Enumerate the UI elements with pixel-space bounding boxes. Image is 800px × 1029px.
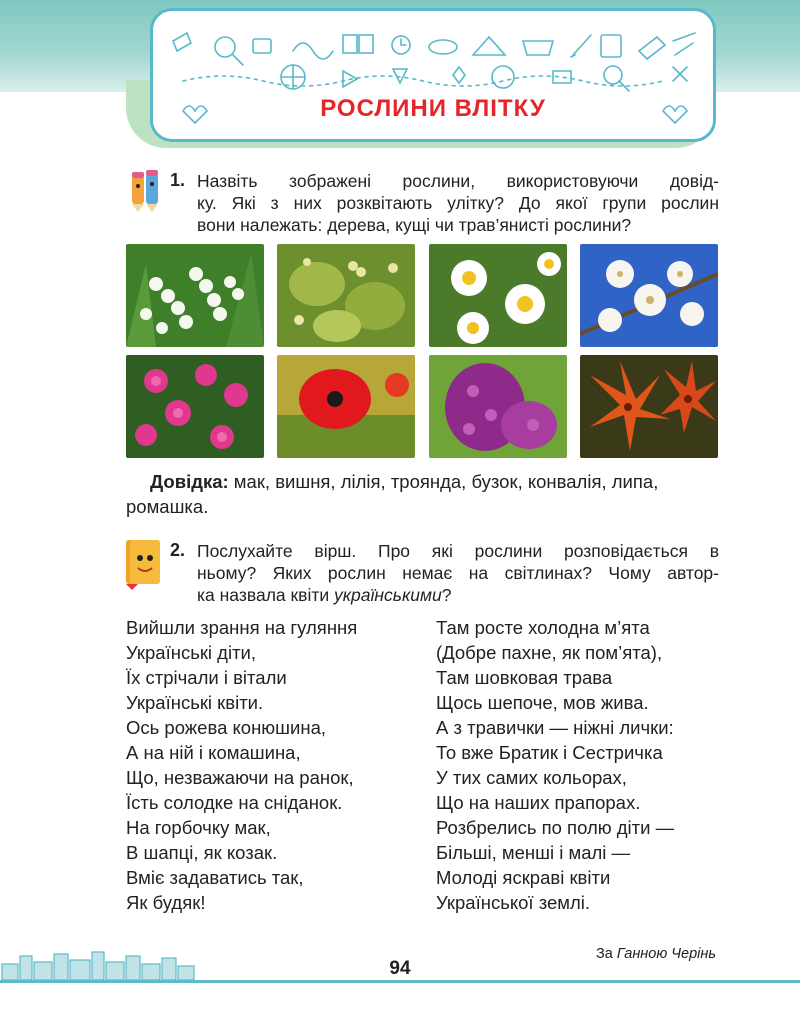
photo-lilac — [429, 355, 567, 458]
task2-line: ньому? Яких рослин немає на світлинах? Чому автор- — [197, 563, 719, 583]
poem-line: В шапці, як козак. — [126, 842, 278, 863]
photo-poppy — [277, 355, 415, 458]
title-banner — [150, 8, 716, 142]
hint-label: Довідка: — [150, 471, 229, 492]
pencils-icon — [128, 166, 164, 212]
poem-line: Ось рожева конюшина, — [126, 717, 327, 738]
task1-number: 1. — [170, 170, 186, 190]
poem-line: Молоді яскраві квіти — [436, 867, 611, 888]
task2-text — [197, 540, 719, 606]
poem-line: Українські діти, — [126, 642, 257, 663]
photo-lily-of-the-valley — [126, 244, 264, 347]
poem-line: На горбочку мак, — [126, 817, 271, 838]
poem-line: Розбрелись по полю діти — — [436, 817, 675, 838]
poem-line: Що, незважаючи на ранок, — [126, 767, 354, 788]
hint-text: мак, вишня, лілія, троянда, бузок, конвалія, липа, ромашка. — [126, 471, 659, 517]
poem-line: Як будяк! — [126, 892, 206, 913]
task2-number: 2. — [170, 540, 186, 560]
poem-line: Там росте холодна м’ята — [436, 617, 650, 638]
photo-lily — [580, 355, 718, 458]
task1-text — [197, 170, 719, 236]
poem-line: Української землі. — [436, 892, 591, 913]
poem-line: Щось шепоче, мов жива. — [436, 692, 649, 713]
task1-line: вони належать: дерева, кущі чи трав’янисті рослини? — [197, 215, 632, 235]
poem-line: То вже Братик і Сестричка — [436, 742, 663, 763]
poem-line: Українські квіти. — [126, 692, 264, 713]
photo-chamomile — [429, 244, 567, 347]
photo-cherry-blossom — [580, 244, 718, 347]
page-title: РОСЛИНИ ВЛІТКУ — [320, 95, 546, 122]
photo-linden — [277, 244, 415, 347]
task2-line3-italic: українськими — [334, 585, 442, 605]
poem-right-column — [436, 615, 674, 915]
task1-line: ку. Які з них розквітають улітку? До якої групи рослин — [197, 193, 719, 213]
author-prefix: За — [595, 946, 617, 962]
task2-line — [197, 584, 719, 606]
book-character-icon — [120, 536, 166, 590]
task2-line3-end: ? — [441, 585, 452, 605]
author-name: Ганною Черінь — [616, 946, 716, 962]
footer-line — [0, 980, 800, 983]
poem-line: Що на наших прапорах. — [436, 792, 641, 813]
poem-line: А на ній і комашина, — [126, 742, 301, 763]
poem-line: Їх стрічали і вітали — [126, 667, 287, 688]
task2-line: Послухайте вірш. Про які рослини розповідається в — [197, 541, 719, 561]
poem-line: У тих самих кольорах, — [436, 767, 627, 788]
hint-paragraph — [126, 469, 718, 519]
task2-line3-text: ка назвала квіти — [197, 585, 334, 605]
poem-line: Вміє задаватись так, — [126, 867, 304, 888]
task1-line: Назвіть зображені рослини, використовуючи довід- — [197, 171, 719, 191]
page-number: 94 — [389, 958, 411, 979]
poem-line: Їсть солодке на сніданок. — [126, 792, 343, 813]
photo-roses — [126, 355, 264, 458]
poem-line: (Добре пахне, як пом’ята), — [436, 642, 663, 663]
poem-line: А з травички — ніжні лички: — [436, 717, 674, 738]
poem-line: Більші, менші і малі — — [436, 842, 631, 863]
poem-line: Там шовковая трава — [436, 667, 613, 688]
poem-line: Вийшли зрання на гуляння — [126, 617, 358, 638]
poem-left-column — [126, 615, 357, 915]
